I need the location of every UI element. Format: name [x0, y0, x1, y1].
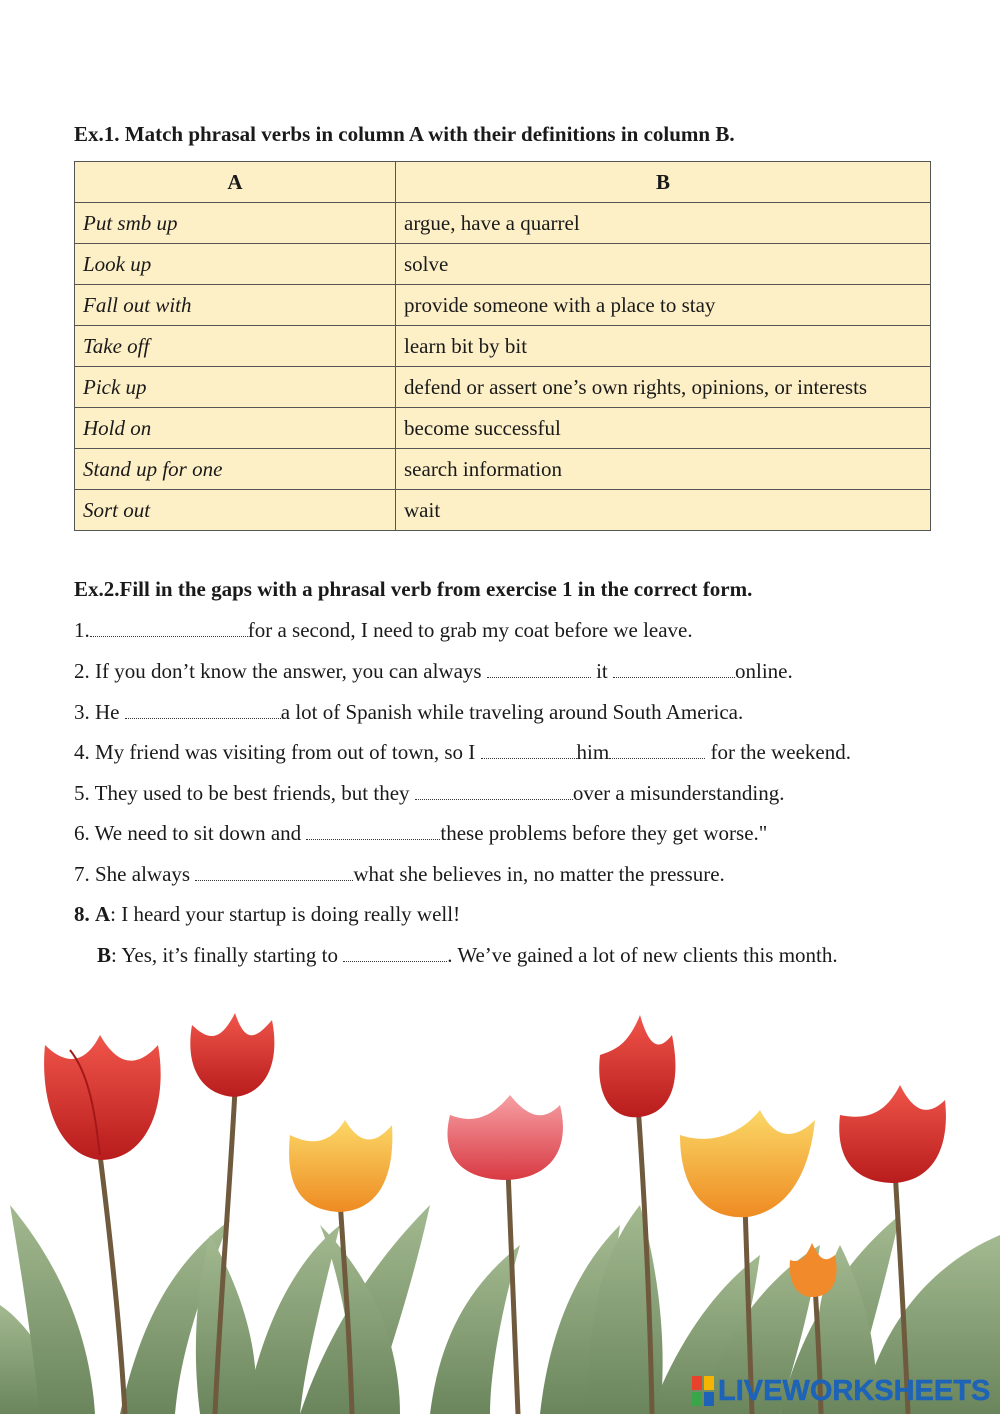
speaker-a: A — [95, 902, 111, 926]
tulip-red-center — [599, 1015, 675, 1117]
definition-cell: provide someone with a place to stay — [396, 285, 931, 326]
matching-table — [74, 161, 931, 531]
sentence-1 — [74, 618, 693, 643]
dialogue-text: : I heard your startup is doing really well! — [110, 902, 461, 926]
tulip-pink — [447, 1095, 562, 1180]
sentence-text: a lot of Spanish while traveling around South America. — [280, 700, 744, 724]
phrasal-verb-cell: Put smb up — [75, 203, 396, 244]
sentence-text: these problems before they get worse." — [440, 821, 768, 845]
definition-cell: learn bit by bit — [396, 326, 931, 367]
answer-gap[interactable] — [306, 821, 440, 840]
tulip-illustration — [0, 1005, 1000, 1414]
sentence-text: him — [576, 740, 610, 764]
dialogue-text: : Yes, it’s finally starting to — [111, 943, 344, 967]
answer-gap[interactable] — [125, 700, 281, 719]
definition-cell: search information — [396, 449, 931, 490]
sentence-6 — [74, 821, 767, 846]
table-row — [75, 244, 931, 285]
sentence-text: for the weekend. — [705, 740, 851, 764]
table-row — [75, 490, 931, 531]
answer-gap[interactable] — [487, 659, 591, 678]
sentence-3 — [74, 700, 743, 725]
sentence-7 — [74, 862, 725, 887]
table-row — [75, 449, 931, 490]
answer-gap[interactable] — [90, 618, 248, 637]
dialogue-text: . We’ve gained a lot of new clients this month. — [447, 943, 838, 967]
definition-cell: defend or assert one’s own rights, opinions, or interests — [396, 367, 931, 408]
phrasal-verb-cell: Take off — [75, 326, 396, 367]
phrasal-verb-cell: Look up — [75, 244, 396, 285]
phrasal-verb-cell: Hold on — [75, 408, 396, 449]
sentence-text: 5. They used to be best friends, but they — [74, 781, 415, 805]
sentence-8-line-b — [97, 943, 838, 968]
table-header-row — [75, 162, 931, 203]
definition-cell: become successful — [396, 408, 931, 449]
phrasal-verb-cell: Fall out with — [75, 285, 396, 326]
table-row — [75, 408, 931, 449]
phrasal-verb-cell: Stand up for one — [75, 449, 396, 490]
answer-gap[interactable] — [415, 781, 573, 800]
liveworksheets-logo-icon — [692, 1376, 714, 1406]
tulip-red-small — [190, 1013, 274, 1097]
exercise-1-title: Ex.1. Match phrasal verbs in column A with their definitions in column B. — [74, 122, 735, 146]
phrasal-verb-cell: Sort out — [75, 490, 396, 531]
answer-gap[interactable] — [195, 862, 353, 881]
liveworksheets-logo — [692, 1374, 990, 1408]
table-row — [75, 326, 931, 367]
tulip-yellow-right — [680, 1110, 815, 1217]
sentence-text: 2. If you don’t know the answer, you can always — [74, 659, 487, 683]
sentence-number: 1. — [74, 618, 90, 642]
answer-gap[interactable] — [613, 659, 735, 678]
sentence-4 — [74, 740, 851, 765]
tulip-red-left — [44, 1035, 161, 1160]
answer-gap[interactable] — [609, 740, 705, 759]
sentence-text: 7. She always — [74, 862, 196, 886]
sentence-8-line-a — [74, 902, 460, 927]
table-row — [75, 203, 931, 244]
definition-cell: solve — [396, 244, 931, 285]
sentence-text: 6. We need to sit down and — [74, 821, 307, 845]
sentence-text: it — [590, 659, 614, 683]
sentence-number: 8. — [74, 902, 90, 926]
sentence-text: for a second, I need to grab my coat before we leave. — [247, 618, 693, 642]
sentence-text: online. — [735, 659, 793, 683]
tulip-red-right — [839, 1085, 946, 1183]
exercise-2-title: Ex.2.Fill in the gaps with a phrasal verb from exercise 1 in the correct form. — [74, 577, 753, 601]
definition-cell: wait — [396, 490, 931, 531]
answer-gap[interactable] — [481, 740, 577, 759]
liveworksheets-logo-text: LIVEWORKSHEETS — [718, 1374, 991, 1407]
sentence-text: what she believes in, no matter the pressure. — [353, 862, 725, 886]
answer-gap[interactable] — [343, 943, 447, 962]
column-b-header: B — [396, 162, 931, 203]
sentence-text: 3. He — [74, 700, 125, 724]
table-row — [75, 367, 931, 408]
definition-cell: argue, have a quarrel — [396, 203, 931, 244]
tulip-orange-bud — [790, 1243, 837, 1297]
table-row — [75, 285, 931, 326]
sentence-5 — [74, 781, 785, 806]
speaker-b: B — [97, 943, 112, 967]
column-a-header: A — [75, 162, 396, 203]
sentence-text: over a misunderstanding. — [572, 781, 785, 805]
tulip-yellow-left — [289, 1120, 392, 1212]
phrasal-verb-cell: Pick up — [75, 367, 396, 408]
sentence-2 — [74, 659, 793, 684]
sentence-text: 4. My friend was visiting from out of town, so I — [74, 740, 481, 764]
